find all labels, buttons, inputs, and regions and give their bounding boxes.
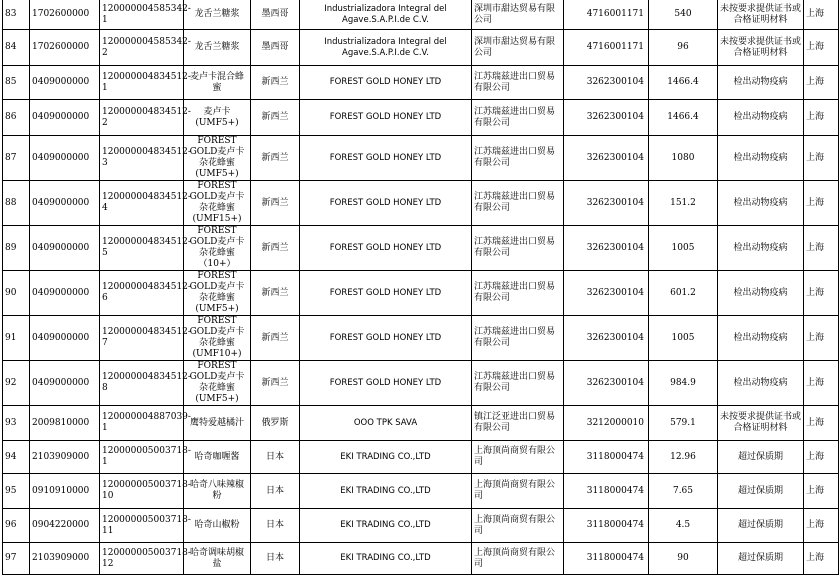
table-row	[3, 136, 839, 181]
cell-weight: 1466.4	[649, 100, 718, 136]
cell-origin: 俄罗斯	[251, 406, 300, 441]
cell-id: 120000004834512-5	[100, 226, 184, 271]
cell-importer: 江苏瑞兹进出口贸易有限公司	[472, 181, 564, 226]
cell-name: FOREST GOLD麦卢卡杂花蜂蜜(UMF10+)	[184, 316, 251, 361]
cell-weight: 151.2	[649, 181, 718, 226]
cell-code: 3118000474	[564, 543, 649, 575]
cell-id: 120000004887039-1	[100, 406, 184, 441]
cell-port: 上海	[804, 474, 839, 509]
cell-importer: 上海顶尚商贸有限公司	[472, 509, 564, 543]
cell-id: 120000004585342-2	[100, 30, 184, 66]
cell-origin: 新西兰	[251, 181, 300, 226]
cell-origin: 日本	[251, 441, 300, 474]
cell-port: 上海	[804, 361, 839, 406]
cell-no: 88	[3, 181, 30, 226]
cell-port: 上海	[804, 441, 839, 474]
cell-name: 哈奇山椒粉	[184, 509, 251, 543]
cell-weight: 7.65	[649, 474, 718, 509]
cell-port: 上海	[804, 136, 839, 181]
cell-id: 120000004834512-3	[100, 136, 184, 181]
cell-origin: 新西兰	[251, 66, 300, 100]
cell-code: 3262300104	[564, 181, 649, 226]
cell-name: 龙舌兰糖浆	[184, 30, 251, 66]
cell-importer: 江苏瑞兹进出口贸易有限公司	[472, 271, 564, 316]
cell-hs: 0409000000	[30, 226, 100, 271]
cell-id: 120000004834512-6	[100, 271, 184, 316]
cell-importer: 江苏瑞兹进出口贸易有限公司	[472, 226, 564, 271]
cell-importer: 镇江泛亚进出口贸易有限公司	[472, 406, 564, 441]
cell-code: 4716001171	[564, 30, 649, 66]
cell-hs: 2103909000	[30, 441, 100, 474]
cell-weight: 540	[649, 0, 718, 30]
cell-name: 哈奇八味辣椒粉	[184, 474, 251, 509]
cell-reason: 超过保质期	[718, 474, 804, 509]
cell-reason: 检出动物疫病	[718, 361, 804, 406]
cell-origin: 墨西哥	[251, 30, 300, 66]
cell-origin: 日本	[251, 543, 300, 575]
cell-reason: 超过保质期	[718, 543, 804, 575]
cell-origin: 日本	[251, 474, 300, 509]
cell-name: 龙舌兰糖浆	[184, 0, 251, 30]
cell-code: 3262300104	[564, 271, 649, 316]
cell-importer: 深圳市甜达贸易有限公司	[472, 0, 564, 30]
cell-name: 哈奇调味胡椒盐	[184, 543, 251, 575]
cell-id: 120000004834512-1	[100, 66, 184, 100]
cell-no: 87	[3, 136, 30, 181]
cell-code: 3212000010	[564, 406, 649, 441]
cell-origin: 新西兰	[251, 271, 300, 316]
table-row	[3, 474, 839, 509]
table-row	[3, 100, 839, 136]
cell-producer: EKI TRADING CO.,LTD	[300, 441, 472, 474]
cell-hs: 0409000000	[30, 316, 100, 361]
cell-no: 93	[3, 406, 30, 441]
cell-producer: FOREST GOLD HONEY LTD	[300, 66, 472, 100]
table-row	[3, 0, 839, 30]
cell-id: 120000004834512-2	[100, 100, 184, 136]
cell-producer: OOO TPK SAVA	[300, 406, 472, 441]
cell-id: 120000004834512-4	[100, 181, 184, 226]
cell-port: 上海	[804, 226, 839, 271]
table-body	[3, 0, 839, 575]
cell-reason: 未按要求提供证书或合格证明材料	[718, 406, 804, 441]
cell-no: 86	[3, 100, 30, 136]
cell-reason: 检出动物疫病	[718, 181, 804, 226]
cell-no: 97	[3, 543, 30, 575]
cell-weight: 984.9	[649, 361, 718, 406]
cell-weight: 601.2	[649, 271, 718, 316]
table-row	[3, 543, 839, 575]
cell-name: FOREST GOLD麦卢卡杂花蜂蜜(UMF5+)	[184, 271, 251, 316]
cell-code: 3118000474	[564, 474, 649, 509]
cell-weight: 579.1	[649, 406, 718, 441]
cell-hs: 1702600000	[30, 0, 100, 30]
cell-no: 84	[3, 30, 30, 66]
cell-no: 95	[3, 474, 30, 509]
cell-name: 麦卢卡混合蜂蜜	[184, 66, 251, 100]
cell-port: 上海	[804, 271, 839, 316]
cell-code: 3118000474	[564, 509, 649, 543]
cell-name: 鹰特爱越橘汁	[184, 406, 251, 441]
cell-no: 91	[3, 316, 30, 361]
cell-reason: 超过保质期	[718, 441, 804, 474]
cell-name: FOREST GOLD麦卢卡杂花蜂蜜(UMF15+)	[184, 181, 251, 226]
rejected-imports-table	[2, 0, 839, 575]
cell-reason: 检出动物疫病	[718, 271, 804, 316]
cell-weight: 1466.4	[649, 66, 718, 100]
cell-origin: 新西兰	[251, 226, 300, 271]
cell-port: 上海	[804, 406, 839, 441]
cell-origin: 日本	[251, 509, 300, 543]
cell-hs: 0409000000	[30, 100, 100, 136]
cell-hs: 0904220000	[30, 509, 100, 543]
cell-id: 120000005003718-10	[100, 474, 184, 509]
cell-hs: 0409000000	[30, 136, 100, 181]
cell-producer: Industrializadora Integral del Agave.S.A.P.I.de C.V.	[300, 30, 472, 66]
cell-producer: EKI TRADING CO.,LTD	[300, 543, 472, 575]
cell-weight: 1080	[649, 136, 718, 181]
cell-port: 上海	[804, 509, 839, 543]
cell-id: 120000004834512-7	[100, 316, 184, 361]
cell-code: 3262300104	[564, 136, 649, 181]
table-row	[3, 361, 839, 406]
cell-port: 上海	[804, 543, 839, 575]
cell-reason: 检出动物疫病	[718, 316, 804, 361]
cell-hs: 0409000000	[30, 271, 100, 316]
cell-no: 89	[3, 226, 30, 271]
table-row	[3, 30, 839, 66]
cell-port: 上海	[804, 181, 839, 226]
cell-producer: FOREST GOLD HONEY LTD	[300, 136, 472, 181]
cell-id: 120000004585342-1	[100, 0, 184, 30]
cell-producer: EKI TRADING CO.,LTD	[300, 509, 472, 543]
cell-code: 3262300104	[564, 226, 649, 271]
cell-no: 83	[3, 0, 30, 30]
cell-origin: 新西兰	[251, 100, 300, 136]
table-row	[3, 271, 839, 316]
cell-weight: 1005	[649, 226, 718, 271]
cell-no: 94	[3, 441, 30, 474]
table-row	[3, 226, 839, 271]
cell-no: 92	[3, 361, 30, 406]
cell-reason: 未按要求提供证书或合格证明材料	[718, 0, 804, 30]
cell-producer: EKI TRADING CO.,LTD	[300, 474, 472, 509]
cell-hs: 0409000000	[30, 361, 100, 406]
cell-reason: 超过保质期	[718, 509, 804, 543]
cell-producer: FOREST GOLD HONEY LTD	[300, 181, 472, 226]
cell-name: 哈奇咖喱酱	[184, 441, 251, 474]
cell-importer: 上海顶尚商贸有限公司	[472, 474, 564, 509]
cell-producer: FOREST GOLD HONEY LTD	[300, 316, 472, 361]
table-row	[3, 316, 839, 361]
cell-hs: 2009810000	[30, 406, 100, 441]
table-row	[3, 509, 839, 543]
cell-origin: 新西兰	[251, 361, 300, 406]
cell-origin: 新西兰	[251, 136, 300, 181]
cell-hs: 1702600000	[30, 30, 100, 66]
cell-code: 3262300104	[564, 100, 649, 136]
cell-name: FOREST GOLD麦卢卡杂花蜂蜜(UMF5+)	[184, 361, 251, 406]
cell-weight: 4.5	[649, 509, 718, 543]
cell-reason: 检出动物疫病	[718, 100, 804, 136]
cell-weight: 96	[649, 30, 718, 66]
table-row	[3, 66, 839, 100]
cell-code: 3118000474	[564, 441, 649, 474]
cell-reason: 检出动物疫病	[718, 66, 804, 100]
cell-origin: 新西兰	[251, 316, 300, 361]
cell-port: 上海	[804, 316, 839, 361]
cell-id: 120000005003718-12	[100, 543, 184, 575]
cell-producer: FOREST GOLD HONEY LTD	[300, 271, 472, 316]
cell-hs: 0409000000	[30, 66, 100, 100]
cell-no: 85	[3, 66, 30, 100]
cell-code: 3262300104	[564, 66, 649, 100]
cell-id: 120000005003718-11	[100, 509, 184, 543]
cell-name: FOREST GOLD麦卢卡杂花蜂蜜(UMF5+)	[184, 136, 251, 181]
cell-importer: 江苏瑞兹进出口贸易有限公司	[472, 316, 564, 361]
table-row	[3, 406, 839, 441]
cell-importer: 江苏瑞兹进出口贸易有限公司	[472, 361, 564, 406]
cell-reason: 检出动物疫病	[718, 226, 804, 271]
cell-name: 麦卢卡(UMF5+)	[184, 100, 251, 136]
cell-reason: 检出动物疫病	[718, 136, 804, 181]
cell-port: 上海	[804, 66, 839, 100]
cell-importer: 深圳市甜达贸易有限公司	[472, 30, 564, 66]
cell-reason: 未按要求提供证书或合格证明材料	[718, 30, 804, 66]
cell-no: 90	[3, 271, 30, 316]
cell-importer: 江苏瑞兹进出口贸易有限公司	[472, 136, 564, 181]
table-row	[3, 181, 839, 226]
cell-port: 上海	[804, 0, 839, 30]
cell-weight: 1005	[649, 316, 718, 361]
cell-id: 120000005003718-1	[100, 441, 184, 474]
cell-hs: 2103909000	[30, 543, 100, 575]
cell-producer: Industrializadora Integral del Agave.S.A.P.I.de C.V.	[300, 0, 472, 30]
cell-origin: 墨西哥	[251, 0, 300, 30]
cell-port: 上海	[804, 30, 839, 66]
cell-producer: FOREST GOLD HONEY LTD	[300, 226, 472, 271]
cell-code: 3262300104	[564, 361, 649, 406]
cell-id: 120000004834512-8	[100, 361, 184, 406]
cell-port: 上海	[804, 100, 839, 136]
cell-importer: 江苏瑞兹进出口贸易有限公司	[472, 100, 564, 136]
cell-weight: 12.96	[649, 441, 718, 474]
cell-hs: 0409000000	[30, 181, 100, 226]
cell-code: 3262300104	[564, 316, 649, 361]
cell-importer: 上海顶尚商贸有限公司	[472, 441, 564, 474]
cell-hs: 0910910000	[30, 474, 100, 509]
cell-producer: FOREST GOLD HONEY LTD	[300, 361, 472, 406]
cell-importer: 上海顶尚商贸有限公司	[472, 543, 564, 575]
cell-no: 96	[3, 509, 30, 543]
cell-weight: 90	[649, 543, 718, 575]
cell-name: FOREST GOLD麦卢卡杂花蜂蜜（10+）	[184, 226, 251, 271]
cell-producer: FOREST GOLD HONEY LTD	[300, 100, 472, 136]
table-row	[3, 441, 839, 474]
cell-code: 4716001171	[564, 0, 649, 30]
cell-importer: 江苏瑞兹进出口贸易有限公司	[472, 66, 564, 100]
